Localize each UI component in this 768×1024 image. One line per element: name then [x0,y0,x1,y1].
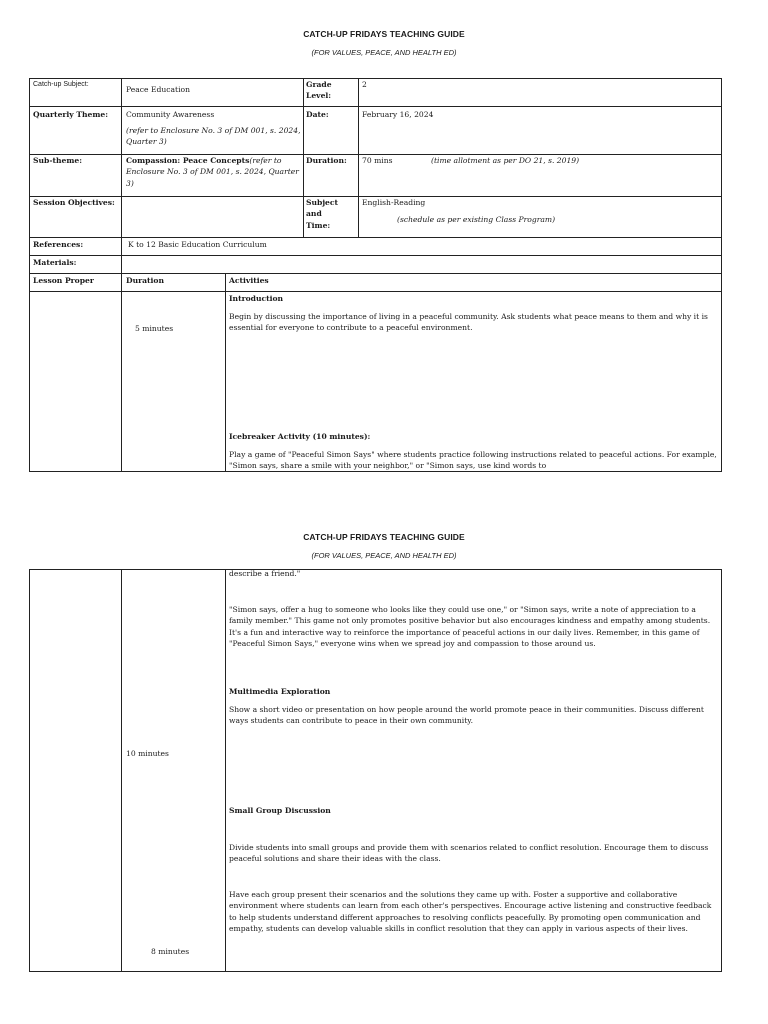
intro-heading: Introduction [229,294,284,303]
page2-title: CATCH-UP FRIDAYS TEACHING GUIDE [303,532,465,542]
icebreaker-text: Play a game of "Peaceful Simon Says" where students practice following instructions related to peaceful actions. For example, "Simon says, share a smile with your neighbor," or "Simon says, use kind words to [229,450,717,470]
duration-5-minutes: 5 minutes [135,324,174,333]
icebreaker-heading: Icebreaker Activity (10 minutes): [229,432,371,441]
value-subject-time: English-Reading [362,198,426,207]
value-references: K to 12 Basic Education Curriculum [128,240,267,249]
value-theme: Community Awareness [126,110,215,119]
simon-text: "Simon says, offer a hug to someone who looks like they could use one," or "Simon says, write a note of appreciation to a family member." This game not only promotes positive behavior but also encourages kindness and empathy among students. It's a fun and interactive way to reinforce the importance of peaceful actions in our daily lives. Remember, in this game of "Peaceful Simon Says," everyone wins when we spread joy and compassion to those around us. [229,605,711,649]
value-subtheme-ref: (refer to Enclosure No. 3 of DM 001, s. 2024, Quarter 3) [126,156,299,188]
label-subtheme: Sub-theme: [33,156,82,165]
continued-text: describe a friend." [229,569,301,578]
multimedia-heading: Multimedia Exploration [229,687,331,696]
value-date: February 16, 2024 [362,110,434,119]
value-grade: 2 [362,80,367,89]
label-objectives: Session Objectives: [33,198,115,207]
label-materials: Materials: [33,258,77,267]
page-subtitle: (FOR VALUES, PEACE, AND HEALTH ED) [311,48,457,57]
label-activities-col: Activities [229,276,269,285]
present-text: Have each group present their scenarios and the solutions they came up with. Foster a supportive and collaborative environment where students can learn from each other's perspectives. Encourage active listening and constructive feedback to help students understand different approaches to resolving conflicts peacefully. By promoting open communication and empathy, students can develop valuable skills in conflict resolution that they can apply in various aspects of their lives. [229,890,712,934]
label-lesson-proper: Lesson Proper [33,276,94,285]
value-subject-time-note: (schedule as per existing Class Program) [397,215,556,224]
page-title: CATCH-UP FRIDAYS TEACHING GUIDE [303,29,465,39]
duration-8-minutes: 8 minutes [151,947,190,956]
value-duration-note: (time allotment as per DO 21, s. 2019) [431,156,580,165]
label-theme: Quarterly Theme: [33,110,109,119]
page2-subtitle: (FOR VALUES, PEACE, AND HEALTH ED) [311,551,457,560]
value-subtheme [126,155,301,189]
group-heading: Small Group Discussion [229,806,331,815]
value-theme-ref: (refer to Enclosure No. 3 of DM 001, s. 2024, Quarter 3) [126,126,301,147]
label-duration-col: Duration [126,276,165,285]
duration-10-minutes: 10 minutes [126,749,169,758]
group-text: Divide students into small groups and provide them with scenarios related to conflict resolution. Encourage them to discuss peaceful solutions and share their ideas with the class. [229,843,709,864]
value-duration: 70 mins [362,156,393,165]
intro-text: Begin by discussing the importance of living in a peaceful community. Ask students what peace means to them and why it is essential for everyone to contribute to a peaceful environment. [229,312,708,333]
label-subject-time: Subject and Time: [306,198,339,230]
value-subtheme-bold: Compassion: Peace Concepts [126,156,250,165]
value-subject: Peace Education [126,85,190,94]
label-duration: Duration: [306,156,347,165]
label-references: References: [33,240,84,249]
label-date: Date: [306,110,329,119]
label-grade: Grade Level: [306,80,332,101]
label-subject: Catch-up Subject: [33,81,89,88]
multimedia-text: Show a short video or presentation on how people around the world promote peace in their communities. Discuss different ways students can contribute to peace in their own community. [229,705,704,726]
